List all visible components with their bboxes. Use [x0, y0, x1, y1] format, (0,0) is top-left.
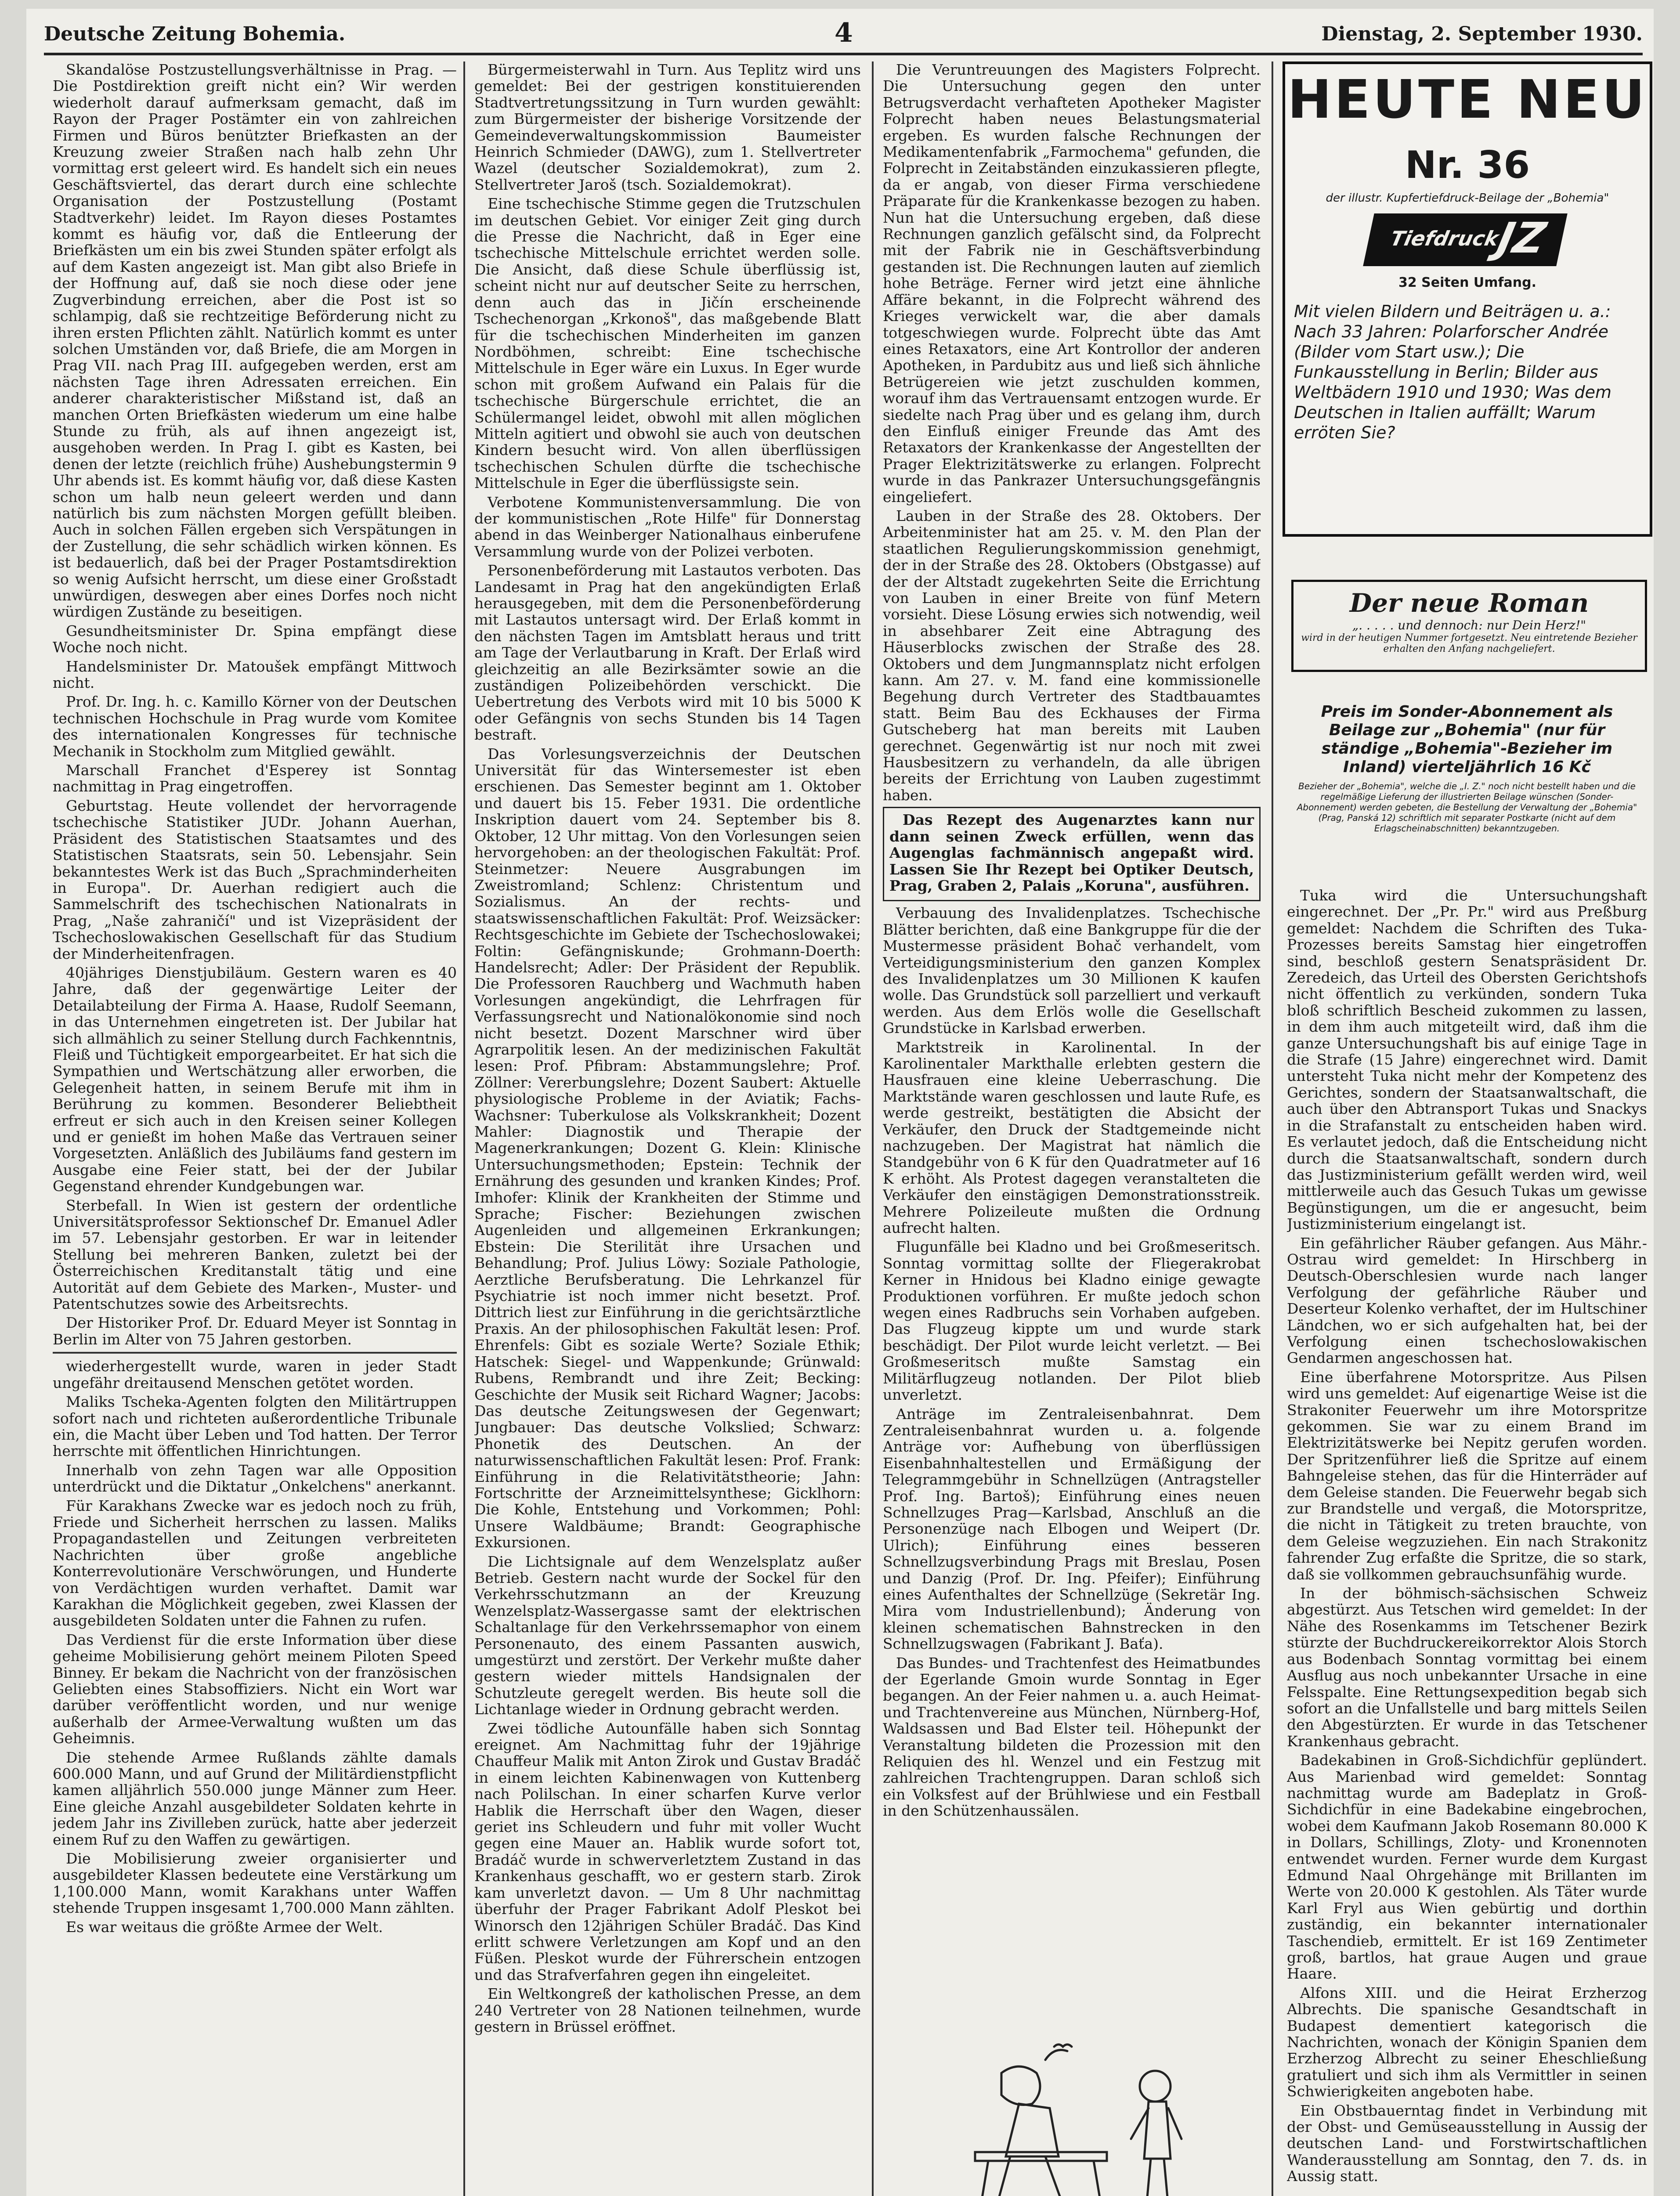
article: Das Vorlesungsverzeichnis der Deutschen Universität für das Wintersemester ist eben erschienen. Das Semester beginnt am 1. Oktober und dauert bis 15. Feber 1931. Die ordentliche Inskription dauert vom 24. September bis 8. Oktober, 12 Uhr mittag. Von den Vorlesungen seien hervorgehoben: an der theologischen Fakultät: Prof. Steinmetzer: Neuere Ausgrabungen im Zweistromland; Schlenz: Christentum und Sozialismus. An der rechts- und staatswissenschaftlichen Fakultät: Prof. Weizsäcker: Rechtsgeschichte im Gebiete der Tschechoslowakei; Foltin: Gefängniskunde; Grohmann-Doerth: Handelsrecht; Adler: Der Präsident der Republik. Die Professoren Rauchberg und Wachmuth haben Vorlesungen angekündigt, die Lehrfragen für Verfassungsrecht und Nationalökonomie sind noch nicht besetzt. Dozent Marschner wird über Agrarpolitik lesen. An der medizinischen Fakultät lesen: Prof. Pfibram: Abstammungslehre; Prof. Zöllner: Vererbungslehre; Dozent Saubert: Aktuelle physiologische Probleme in der Aviatik; Fachs-Wachsner: Tuberkulose als Volkskrankheit; Dozent Mahler: Diagnostik und Therapie der Magenerkrankungen; Dozent G. Klein: Klinische Untersuchungsmethoden; Epstein: Technik der Ernährung des gesunden und kranken Kindes; Prof. Imhofer: Klinik der Krankheiten der Stimme und Sprache; Fischer: Beziehungen zwischen Augenleiden und allgemeinen Erkrankungen; Ebstein: Die Sterilität ihre Ursachen und Behandlung; Prof. Julius Löwy: Soziale Pathologie, Aerztliche Berufsberatung. Die Lehrkanzel für Psychiatrie ist noch immer nicht besetzt. Prof. Dittrich liest zur Einführung in die gerichtsärztliche Praxis. An der philosophischen Fakultät lesen: Prof. Ehrenfels: Gibt es soziale Werte? Soziale Ethik; Hatschek: Siegel- und Wappenkunde; Grünwald: Rubens, Rembrandt und ihre Zeit; Becking: Geschichte der Musik seit Richard Wagner; Jacobs: Das deutsche Zeitungswesen der Gegenwart; Jungbauer: Das deutsche Volkslied; Schwarz: Phonetik des Deutschen. An der naturwissenschaftlichen Fakultät lesen: Prof. Frank: Einführung in die Relativitätstheorie; Jahn: Fortschritte der Arzneimittelsynthese; Gicklhorn: Die Kohle, Entstehung und Vorkommen; Pohl: Unsere Waldbäume; Brandt: Geographische Exkursionen.	[474, 745, 861, 1551]
article: In der böhmisch-sächsischen Schweiz abgestürzt. Aus Tetschen wird gemeldet: In der Nähe des Rosenkamms im Tetschener Bezirk stürzte der Buchdruckereikorrektor Alois Storch aus Bodenbach Sonntag vormittag bei einem Ausflug aus noch unbekannter Ursache in eine Felsspalte. Eine Rettungsexpedition begab sich sofort an die Unfallstelle und barg mittels Seilen den Abgestürzten. Er wurde in das Tetschener Krankenhaus gebracht.	[1287, 1585, 1647, 1750]
page-header	[44, 13, 1643, 55]
column-divider	[872, 61, 874, 2196]
subscription-offer	[1291, 703, 1643, 861]
column-divider	[1272, 61, 1273, 2196]
article: Ein Obstbauerntag findet in Verbindung mit der Obst- und Gemüseausstellung in Aussig der deutschen Land- und Forstwirtschaftlichen Wanderausstellung am Sonntag, den 7. ds. in Aussig statt.	[1287, 2102, 1647, 2185]
optician-advertisement	[883, 807, 1261, 901]
article: Eine überfahrene Motorspritze. Aus Pilsen wird uns gemeldet: Auf eigenartige Weise ist die Strakoniter Feuerwehr um ihre Motorspritze gekommen. Sie war zu einem Brand im Elektrizitätswerke bei Nepitz gerufen worden. Der Spritzenführer ließ die Spritze auf einem Bahngeleise stehen, das für die Hinterräder auf dem Geleise standen. Die Feuerwehr begab sich zur Brandstelle und vergaß, die Motorspritze, die nicht in Tätigkeit zu treten brauchte, von dem Geleise wegzuziehen. Ein nach Strakonitz fahrender Zug erfaßte die Spritze, die so stark, daß sie vollkommen gebrauchsunfähig wurde.	[1287, 1368, 1647, 1583]
article: Das Bundes- und Trachtenfest des Heimatbundes der Egerlande Gmoin wurde Sonntag in Eger begangen. An der Feier nahmen u. a. auch Heimat- und Trachtenvereine aus München, Nürnberg-Hof, Waldsassen und Bad Elster teil. Höhepunkt der Veranstaltung bildeten die Prozession mit den Reliquien des hl. Wenzel und ein Festzug mit zahlreichen Trachtengruppen. Daran schloß sich ein Volksfest auf der Brühlwiese und ein Festball in den Schützenhaussälen.	[883, 1654, 1261, 1820]
article: Sterbefall. In Wien ist gestern der ordentliche Universitätsprofessor Sektionschef Dr. Emanuel Adler im 57. Lebensjahr gestorben. Er war in leitender Stellung bei mehreren Banken, zuletzt bei der Österreichischen Kreditanstalt tätig und eine Autorität auf dem Gebiete des Marken-, Muster- und Patentschutzes sowie des Arbeitsrechts.	[53, 1196, 457, 1313]
article: Die Veruntreuungen des Magisters Folprecht. Die Untersuchung gegen den unter Betrugsverdacht verhafteten Apotheker Magister Folprecht haben neues Belastungsmaterial ergeben. Es wurden falsche Rechnungen der Medikamentenfabrik „Farmochema" gefunden, die Folprecht in Zeitabständen einzukassieren pflegte, da er angab, von dieser Firma verschiedene Präparate für die Krankenkasse bezogen zu haben. Nun hat die Untersuchung ergeben, daß diese Rechnungen ganzlich gefälscht sind, da Folprecht mit der Fabrik nie in Geschäftsverbindung gestanden ist. Die Rechnungen lauten auf ziemlich hohe Beträge. Ferner wird jetzt eine ähnliche Affäre bekannt, in die Folprecht während des Krieges verwickelt war, die aber damals totgeschwiegen wurde. Folprecht übte das Amt eines Retaxators, eine Art Kontrollor der anderen Apotheken, in Pardubitz aus und ließ sich ähnliche Betrügereien wie jetzt zuschulden kommen, worauf ihm das Vertrauensamt entzogen wurde. Er siedelte nach Prag über und es gelang ihm, durch den Einfluß einiger Freunde das Amt des Retaxators der Krankenkasse der Angestellten der Prager Elektrizitätswerke zu erlangen. Folprecht wurde in das Pankrazer Untersuchungsgefängnis eingeliefert.	[883, 61, 1261, 506]
iz-logo	[1363, 213, 1568, 266]
article: Geburtstag. Heute vollendet der hervorragende tschechische Statistiker JUDr. Johann Auerhan, Präsident des Statistischen Staatsamtes und des Statistischen Staatsrats, sein 50. Lebensjahr. Sein bekanntestes Werk ist das Buch „Sprachminderheiten in Europa". Dr. Auerhan redigiert auch die Sammelschrift des tschechischen Nationalrats in Prag, „Naše zahraničí" und ist Vizepräsident der Tschechoslowakischen Gesellschaft für das Studium der Minderheitenfragen.	[53, 797, 457, 962]
column-4	[1287, 887, 1647, 2196]
logo-text: Tiefdruck	[1388, 227, 1501, 250]
issue-date: Dienstag, 2. September 1930.	[1321, 23, 1643, 45]
column-2	[474, 61, 861, 2196]
article: Tuka wird die Untersuchungshaft eingerechnet. Der „Pr. Pr." wird aus Preßburg gemeldet: Nachdem die Schriften des Tuka-Prozesses bereits Samstag hier eingetroffen sind, beschloß gestern Senatspräsident Dr. Zeredeich, das Urteil des Obersten Gerichtshofs nicht öffentlich zu verkünden, sondern Tuka bloß schriftlich Bescheid zukommen zu lassen, in dem ihm auch mitgeteilt wird, daß ihm die ganze Untersuchungshaft bis auf einige Tage in die Strafe (15 Jahre) eingerechnet wird. Damit untersteht Tuka nicht mehr der Kompetenz des Gerichtes, sondern der Staatsanwaltschaft, die auch über den Abtransport Tukas und Snackys in die Strafanstalt zu entscheiden haben wird. Es verlautet jedoch, daß die Entscheidung nicht durch die Staatsanwaltschaft, sondern durch das Justizministerium gefällt werden wird, weil mittlerweile auch das Gesuch Tukas um gewisse Begünstigungen, um die er angesucht, beim Justizministerium eingelangt ist.	[1287, 887, 1647, 1233]
masthead: Deutsche Zeitung Bohemia.	[44, 23, 346, 45]
column-1	[53, 61, 457, 2196]
logo-initials: JZ	[1493, 213, 1550, 263]
serial-text: Die Mobilisierung zweier organisierter und ausgebildeter Klassen bedeutete eine Verstärkung um 1,100.000 Mann, womit Karakhans unter Waffen stehende Truppen insgesamt 1,700.000 Mann zählten.	[53, 1850, 457, 1917]
page-number: 4	[835, 18, 853, 48]
serial-text: Für Karakhans Zwecke war es jedoch noch zu früh, Friede und Sicherheit herrschen zu lassen. Maliks Propagandastellen und Zeitungen verbreiteten Nachrichten über große angebliche Konterrevolutionäre Verschwörungen, und Hunderte von Verdächtigen wurden verhaftet. Damit war Karakhan die Möglichkeit gegeben, zwei Klassen der ausgebildeten Soldaten unter die Fahnen zu rufen.	[53, 1497, 457, 1629]
illustrated-supplement-ad	[1283, 61, 1652, 537]
novel-title: Der neue Roman	[1349, 588, 1589, 618]
article: Marktstreik in Karolinental. In der Karolinentaler Markthalle erlebten gestern die Hausfrauen eine kleine Ueberraschung. Die Marktstände waren geschlossen und laute Rufe, es werde gestreikt, bestätigten die Absicht der Verkäufer, den Druck der Stadtgemeinde nicht nachzugeben. Der Magistrat hat nämlich die Standgebühr von 6 K für den Quadratmeter auf 16 K erhöht. Als Protest dagegen veranstalteten die Verkäufer den einstägigen Demonstrationsstreik. Mehrere Polizeileute mußten die Ordnung aufrecht halten.	[883, 1038, 1261, 1237]
article: Der Historiker Prof. Dr. Eduard Meyer ist Sonntag in Berlin im Alter von 75 Jahren gestorben.	[53, 1314, 457, 1348]
serial-text: wiederhergestellt wurde, waren in jeder Stadt ungefähr dreitausend Menschen getötet worden.	[53, 1358, 457, 1391]
serial-text: Das Verdienst für die erste Information über diese geheime Mobilisierung gehört meinem Piloten Speed Binney. Er bekam die Nachricht von der französischen Geliebten eines Stabsoffiziers. Nicht ein Wort war darüber veröffentlicht worden, und nur wenige außerhalb der Armee-Verwaltung wußten um das Geheimnis.	[53, 1631, 457, 1747]
serial-text: Innerhalb von zehn Tagen war alle Opposition unterdrückt und die Diktatur „Onkelchens" anerkannt.	[53, 1461, 457, 1495]
article: Eine tschechische Stimme gegen die Trutzschulen im deutschen Gebiet. Vor einiger Zeit ging durch die Presse die Nachricht, daß in Eger eine tschechische Mittelschule errichtet werden solle. Die Ansicht, daß diese Schule überflüssig ist, scheint nicht nur auf deutscher Seite zu herrschen, denn auch das in Jičín erscheinende Tschechenorgan „Krkonoš", das maßgebende Blatt für die tschechischen Minderheiten im ganzen Nordböhmen, schreibt: Eine tschechische Mittelschule in Eger wäre ein Luxus. In Eger wurde schon mit großem Aufwand ein Palais für die tschechische Bürgerschule errichtet, die an Schülermangel leidet, obwohl mit allen möglichen Mitteln agitiert und obwohl sie auch von deutschen Kindern besucht wird. Von allen überflüssigen tschechischen Schulen dürfte die tschechische Mittelschule in Eger die überflüssigste sein.	[474, 195, 861, 492]
novel-box	[1291, 580, 1647, 672]
article: Prof. Dr. Ing. h. c. Kamillo Körner von der Deutschen technischen Hochschule in Prag wurde vom Komitee des internationalen Kongresses für technische Mechanik in Stockholm zum Mitglied gewählt.	[53, 693, 457, 760]
ad-headline: HEUTE NEU	[1287, 69, 1647, 130]
novel-subtitle: „. . . . . und dennoch: nur Dein Herz!"	[1352, 618, 1586, 632]
article: Anträge im Zentraleisenbahnrat. Dem Zentraleisenbahnrat wurden u. a. folgende Anträge vor: Aufhebung von überflüssigen Eisenbahnhaltestellen und Ermäßigung der Telegrammgebühr in Schnellzügen (Antragsteller Prof. Ing. Bartoš); Einführung eines neuen Schnellzuges Prag—Karlsbad, Anschluß an die Personenzüge nach Elbogen und Weipert (Dr. Ulrich); Einführung eines besseren Schnellzugsverbindung Prags mit Breslau, Posen und Danzig (Prof. Dr. Ing. Pfeifer); Einführung eines Aufenthaltes der Schnellzüge (Sekretär Ing. Mira vom Industriellenbund); Änderung von kleinen schematischen Bahnstrecken in den Schnellzugswagen (Fabrikant J. Baťa).	[883, 1405, 1261, 1653]
article: Handelsminister Dr. Matoušek empfängt Mittwoch nicht.	[53, 657, 457, 692]
article: Ein gefährlicher Räuber gefangen. Aus Mähr.-Ostrau wird gemeldet: In Hirschberg in Deutsch-Oberschlesien wurde nach langer Verfolgung der gefährliche Räuber und Deserteur Kolenko verhaftet, der im Hultschiner Ländchen, wo er sich aufgehalten hat, bei der Verfolgung einen tschechoslowakischen Gendarmen angeschossen hat.	[1287, 1234, 1647, 1367]
article: Personenbeförderung mit Lastautos verboten. Das Landesamt in Prag hat den angekündigten Erlaß herausgegeben, mit dem die Personenbeförderung mit Lastautos untersagt wird. Der Erlaß kommt in den nächsten Tagen im Amtsblatt heraus und tritt am Tage der Verlautbarung in Kraft. Der Erlaß wird gleichzeitig an alle Bezirksämter sowie an die zuständigen Polizeibehörden verschickt. Die Uebertretung des Verbots wird mit 10 bis 5000 K oder Gefängnis von sechs Stunden bis 14 Tagen bestraft.	[474, 562, 861, 744]
issue-number: Nr. 36	[1405, 143, 1530, 187]
column-3	[883, 61, 1261, 2012]
column-divider	[463, 61, 465, 2196]
cartoon-illustration	[887, 2020, 1256, 2196]
article: Gesundheitsminister Dr. Spina empfängt diese Woche noch nicht.	[53, 622, 457, 656]
supplement-contents: Mit vielen Bildern und Beiträgen u. a.: Nach 33 Jahren: Polarforscher Andrée (Bilder vom Start usw.); Die Funkausstellung in Berlin; Bilder aus Weltbädern 1910 und 1930; Was dem Deutschen in Italien auffällt; Warum erröten Sie?	[1294, 302, 1612, 442]
serial-text: Maliks Tscheka-Agenten folgten den Militärtruppen sofort nach und richteten außerordentliche Tribunale ein, die Macht über Leben und Tod hatten. Der Terror herrschte mit öffentlichen Hinrichtungen.	[53, 1393, 457, 1460]
article: Verbotene Kommunistenversammlung. Die von der kommunistischen „Rote Hilfe" für Donnerstag abend in das Weinberger Nationalhaus einberufene Versammlung wurde von der Polizei verboten.	[474, 493, 861, 560]
article: 40jähriges Dienstjubiläum. Gestern waren es 40 Jahre, daß der gegenwärtige Leiter der Detailabteilung der Firma A. Haase, Rudolf Seemann, in das Unternehmen eingetreten ist. Der Jubilar hat sich allmählich zu seiner Stellung durch Fachkenntnis, Fleiß und Tüchtigkeit emporgearbeitet. Er hat sich die Sympathien und Wertschätzung aller erworben, die Gelegenheit hatten, in seinem Berufe mit ihm in Berührung zu kommen. Besonderer Beliebtheit erfreut er sich auch in den Kreisen seiner Kollegen und er genießt im hohen Maße das Vertrauen seiner Vorgesetzten. Anläßlich des Jubiläums fand gestern im Ausgabe eine Feier statt, bei der der Jubilar Gegenstand ehrender Kundgebungen war.	[53, 964, 457, 1195]
article: Marschall Franchet d'Esperey ist Sonntag nachmittag in Prag eingetroffen.	[53, 762, 457, 795]
page-count: 32 Seiten Umfang.	[1398, 275, 1537, 290]
serial-text: Es war weitaus die größte Armee der Welt.	[66, 1918, 383, 1936]
newspaper-page	[26, 9, 1654, 2196]
subscription-price: Preis im Sonder-Abonnement als Beilage zur „Bohemia" (nur für ständige „Bohemia"-Bezieher im Inland) vierteljährlich 16 Kč	[1321, 703, 1613, 776]
article: Skandalöse Postzustellungsverhältnisse in Prag. — Die Postdirektion greift nicht ein? Wir werden wiederholt darauf aufmerksam gemacht, daß im Rayon der Prager Postämter ein von zahlreichen Firmen und Büros benützter Briefkasten an der Kreuzung zweier Straßen nach halb zehn Uhr vormittag erst geleert wird. Es handelt sich ein neues Geschäftsviertel, das derart durch eine schlechte Organisation der Postzustellung (Postamt Stadtverkehr) leidet. Im Rayon dieses Postamtes kommt es häufig vor, daß die Entleerung der Briefkästen um ein bis zwei Stunden später erfolgt als auf dem Kasten angezeigt ist. Man gibt also Briefe in der Hoffnung auf, daß sie noch diese oder jene Zugverbindung erreichen, aber die Post ist so schlampig, daß sie rechtzeitige Beförderung nicht zu ihren ersten Pflichten zählt. Natürlich kommt es unter solchen Umständen vor, daß Briefe, die am Morgen in Prag VII. nach Prag III. aufgegeben werden, erst am nächsten Tage ihren Adressaten erreichen. Ein anderer charakteristischer Mißstand ist, daß an manchen Orten Briefkästen wiederum um eine halbe Stunde zu früh, als auf ihnen angezeigt ist, ausgehoben werden. In Prag I. gibt es Kasten, bei denen der letzte (reichlich frühe) Aushebungstermin 9 Uhr abends ist. Es kommt häufig vor, daß diese Kasten schon um halb neun geleert werden und dann natürlich bis zum nächsten Morgen gefüllt bleiben. Auch in solchen Fällen ergeben sich Verspätungen in der Zustellung, die sehr schädlich wirken können. Es ist bedauerlich, daß bei der Prager Postamtsdirektion so wenig Aufsicht herrscht, um diese einer Großstadt unwürdigen, deswegen aber eines Dorfes noch nicht würdigen Zustände zu beseitigen.	[53, 61, 457, 621]
section-rule	[53, 1352, 457, 1354]
article: Die Lichtsignale auf dem Wenzelsplatz außer Betrieb. Gestern nacht wurde der Sockel für den Verkehrsschutzmann an der Kreuzung Wenzelsplatz-Wassergasse samt der elektrischen Schaltanlage für den Verkehrssemaphor von einem Personenauto, des einem Passanten auswich, umgestürzt und zerstört. Der Verkehr mußte daher gestern wieder mittels Handsignalen der Schutzleute geregelt werden. Bis heute soll die Lichtanlage wieder in Ordnung gebracht werden.	[474, 1553, 861, 1718]
article: Badekabinen in Groß-Sichdichfür geplündert. Aus Marienbad wird gemeldet: Sonntag nachmittag wurde am Badeplatz in Groß-Sichdichfür in eine Badekabine eingebrochen, wobei dem Kaufmann Jakob Rosemann 80.000 K in Dollars, Schillings, Zloty- und Kronennoten entwendet wurden. Ferner wurde dem Kurgast Edmund Naal Ohrgehänge mit Brillanten im Werte von 20.000 K gestohlen. Als Täter wurde Karl Fryl aus Wien gebürtig und dorthin zuständig, ein bekannter internationaler Taschendieb, ermittelt. Er ist 169 Zentimeter groß, bartlos, hat graue Augen und graue Haare.	[1287, 1752, 1647, 1983]
ad-text: Das Rezept des Augenarztes kann nur dann seinen Zweck erfüllen, wenn das Augenglas fachmännisch angepaßt wird. Lassen Sie Ihr Rezept bei Optiker Deutsch, Prag, Graben 2, Palais „Koruna", ausführen.	[889, 811, 1254, 894]
serial-text: Die stehende Armee Rußlands zählte damals 600.000 Mann, und auf Grund der Militärdienstpflicht kamen alljährlich 550.000 junge Männer zum Heer. Eine gleiche Anzahl ausgebildeter Soldaten kehrte in jedem Jahr ins Zivilleben zurück, hatte aber jederzeit einem Ruf zu den Waffen zu gewärtigen.	[53, 1748, 457, 1848]
article: Lauben in der Straße des 28. Oktobers. Der Arbeitenminister hat am 25. v. M. den Plan der staatlichen Regulierungskommission genehmigt, der in der Straße des 28. Oktobers (Obstgasse) auf der der Altstadt zugekehrten Seite die Errichtung von Lauben in einer Breite von fünf Metern vorsieht. Diese Lösung erwies sich notwendig, weil in absehbarer Zeit eine Abtragung des Häuserblocks zwischen der Straße des 28. Oktobers und dem Jungmannsplatz nicht erfolgen kann. Am 27. v. M. fand eine kommissionelle Begehung durch Vertreter des Stadtbauamtes statt. Beim Bau des Eckhauses der Firma Gutscheberg hat man bereits mit Lauben gerechnet. Gegenwärtig ist nur noch mit zwei Hausbesitzern zu verhandeln, da alle übrigen bereits der Errichtung von Lauben zugestimmt haben.	[883, 507, 1261, 804]
subscription-note: Bezieher der „Bohemia", welche die „I. Z." noch nicht bestellt haben und die regelmäßige Lieferung der illustrierten Beilage wünschen (Sonder-Abonnement) werden gebeten, die Bestellung der Verwaltung der „Bohemia" (Prag, Panská 12) schriftlich mit separater Postkarte (nicht auf dem Erlagscheinabschnitten) bekanntzugeben.	[1297, 781, 1637, 834]
article: Zwei tödliche Autounfälle haben sich Sonntag ereignet. Am Nachmittag fuhr der 19jährige Chauffeur Malik mit Anton Zirok und Gustav Bradáč in einem leichten Kabinenwagen von Kuttenberg nach Polilschan. In einer scharfen Kurve verlor Hablik die Herrschaft über den Wagen, dieser geriet ins Schleudern und fuhr mit voller Wucht gegen eine Mauer an. Hablik wurde sofort tot, Bradáč wurde in schwerverletztem Zustand in das Krankenhaus geschafft, wo er gestern starb. Zirok kam unverletzt davon. — Um 8 Uhr nachmittag überfuhr der Prager Fabrikant Adolf Pleskot bei Winorsch den 12jährigen Schüler Bradáč. Das Kind erlitt schwere Verletzungen am Kopf und an den Füßen. Pleskot wurde der Führerschein entzogen und das Strafverfahren gegen ihn eingeleitet.	[474, 1719, 861, 1983]
article: Alfons XIII. und die Heirat Erzherzog Albrechts. Die spanische Gesandtschaft in Budapest dementiert kategorisch die Nachrichten, wonach der Königin Spanien dem Erzherzog Albrecht zu seiner Eheschließung gratuliert und sich ihm als Vermittler in seinen Schwierigkeiten angeboten habe.	[1287, 1984, 1647, 2100]
article: Ein Weltkongreß der katholischen Presse, an dem 240 Vertreter von 28 Nationen teilnehmen, wurde gestern in Brüssel eröffnet.	[474, 1985, 861, 2035]
article: Verbauung des Invalidenplatzes. Tschechische Blätter berichten, daß eine Bankgruppe für die der Mustermesse präsident Bohač verhandelt, vom Verteidigungsministerium den ganzen Komplex des Invalidenplatzes um 30 Millionen K kaufen wolle. Das Grundstück soll parzelliert und verkauft werden. Aus dem Erlös wolle die Gesellschaft Grundstücke in Karlsbad erwerben.	[883, 904, 1261, 1037]
supplement-label: der illustr. Kupfertiefdruck-Beilage der „Bohemia"	[1326, 191, 1609, 205]
article: Flugunfälle bei Kladno und bei Großmeseritsch. Sonntag vormittag sollte der Fliegerakrobat Kerner in Hnidous bei Kladno einige gewagte Produktionen vorführen. Er mußte jedoch schon wegen eines Radbruchs sein Vorhaben aufgeben. Das Flugzeug kippte um und wurde stark beschädigt. Der Pilot wurde leicht verletzt. — Bei Großmeseritsch mußte Samstag ein Militärflugzeug notlanden. Der Pilot blieb unverletzt.	[883, 1238, 1261, 1404]
article: Bürgermeisterwahl in Turn. Aus Teplitz wird uns gemeldet: Bei der gestrigen konstituierenden Stadtvertretungssitzung in Turn wurden gewählt: zum Bürgermeister der bisherige Vorsitzende der Gemeindeverwaltungskommission Baumeister Heinrich Schmieder (DAWG), zum 1. Stellvertreter Wazel (deutscher Sozialdemokrat), zum 2. Stellvertreter Jaroš (tsch. Sozialdemokrat).	[474, 61, 861, 193]
novel-note: wird in der heutigen Nummer fortgesetzt. Neu eintretende Bezieher erhalten den Anfang nachgeliefert.	[1301, 632, 1637, 654]
